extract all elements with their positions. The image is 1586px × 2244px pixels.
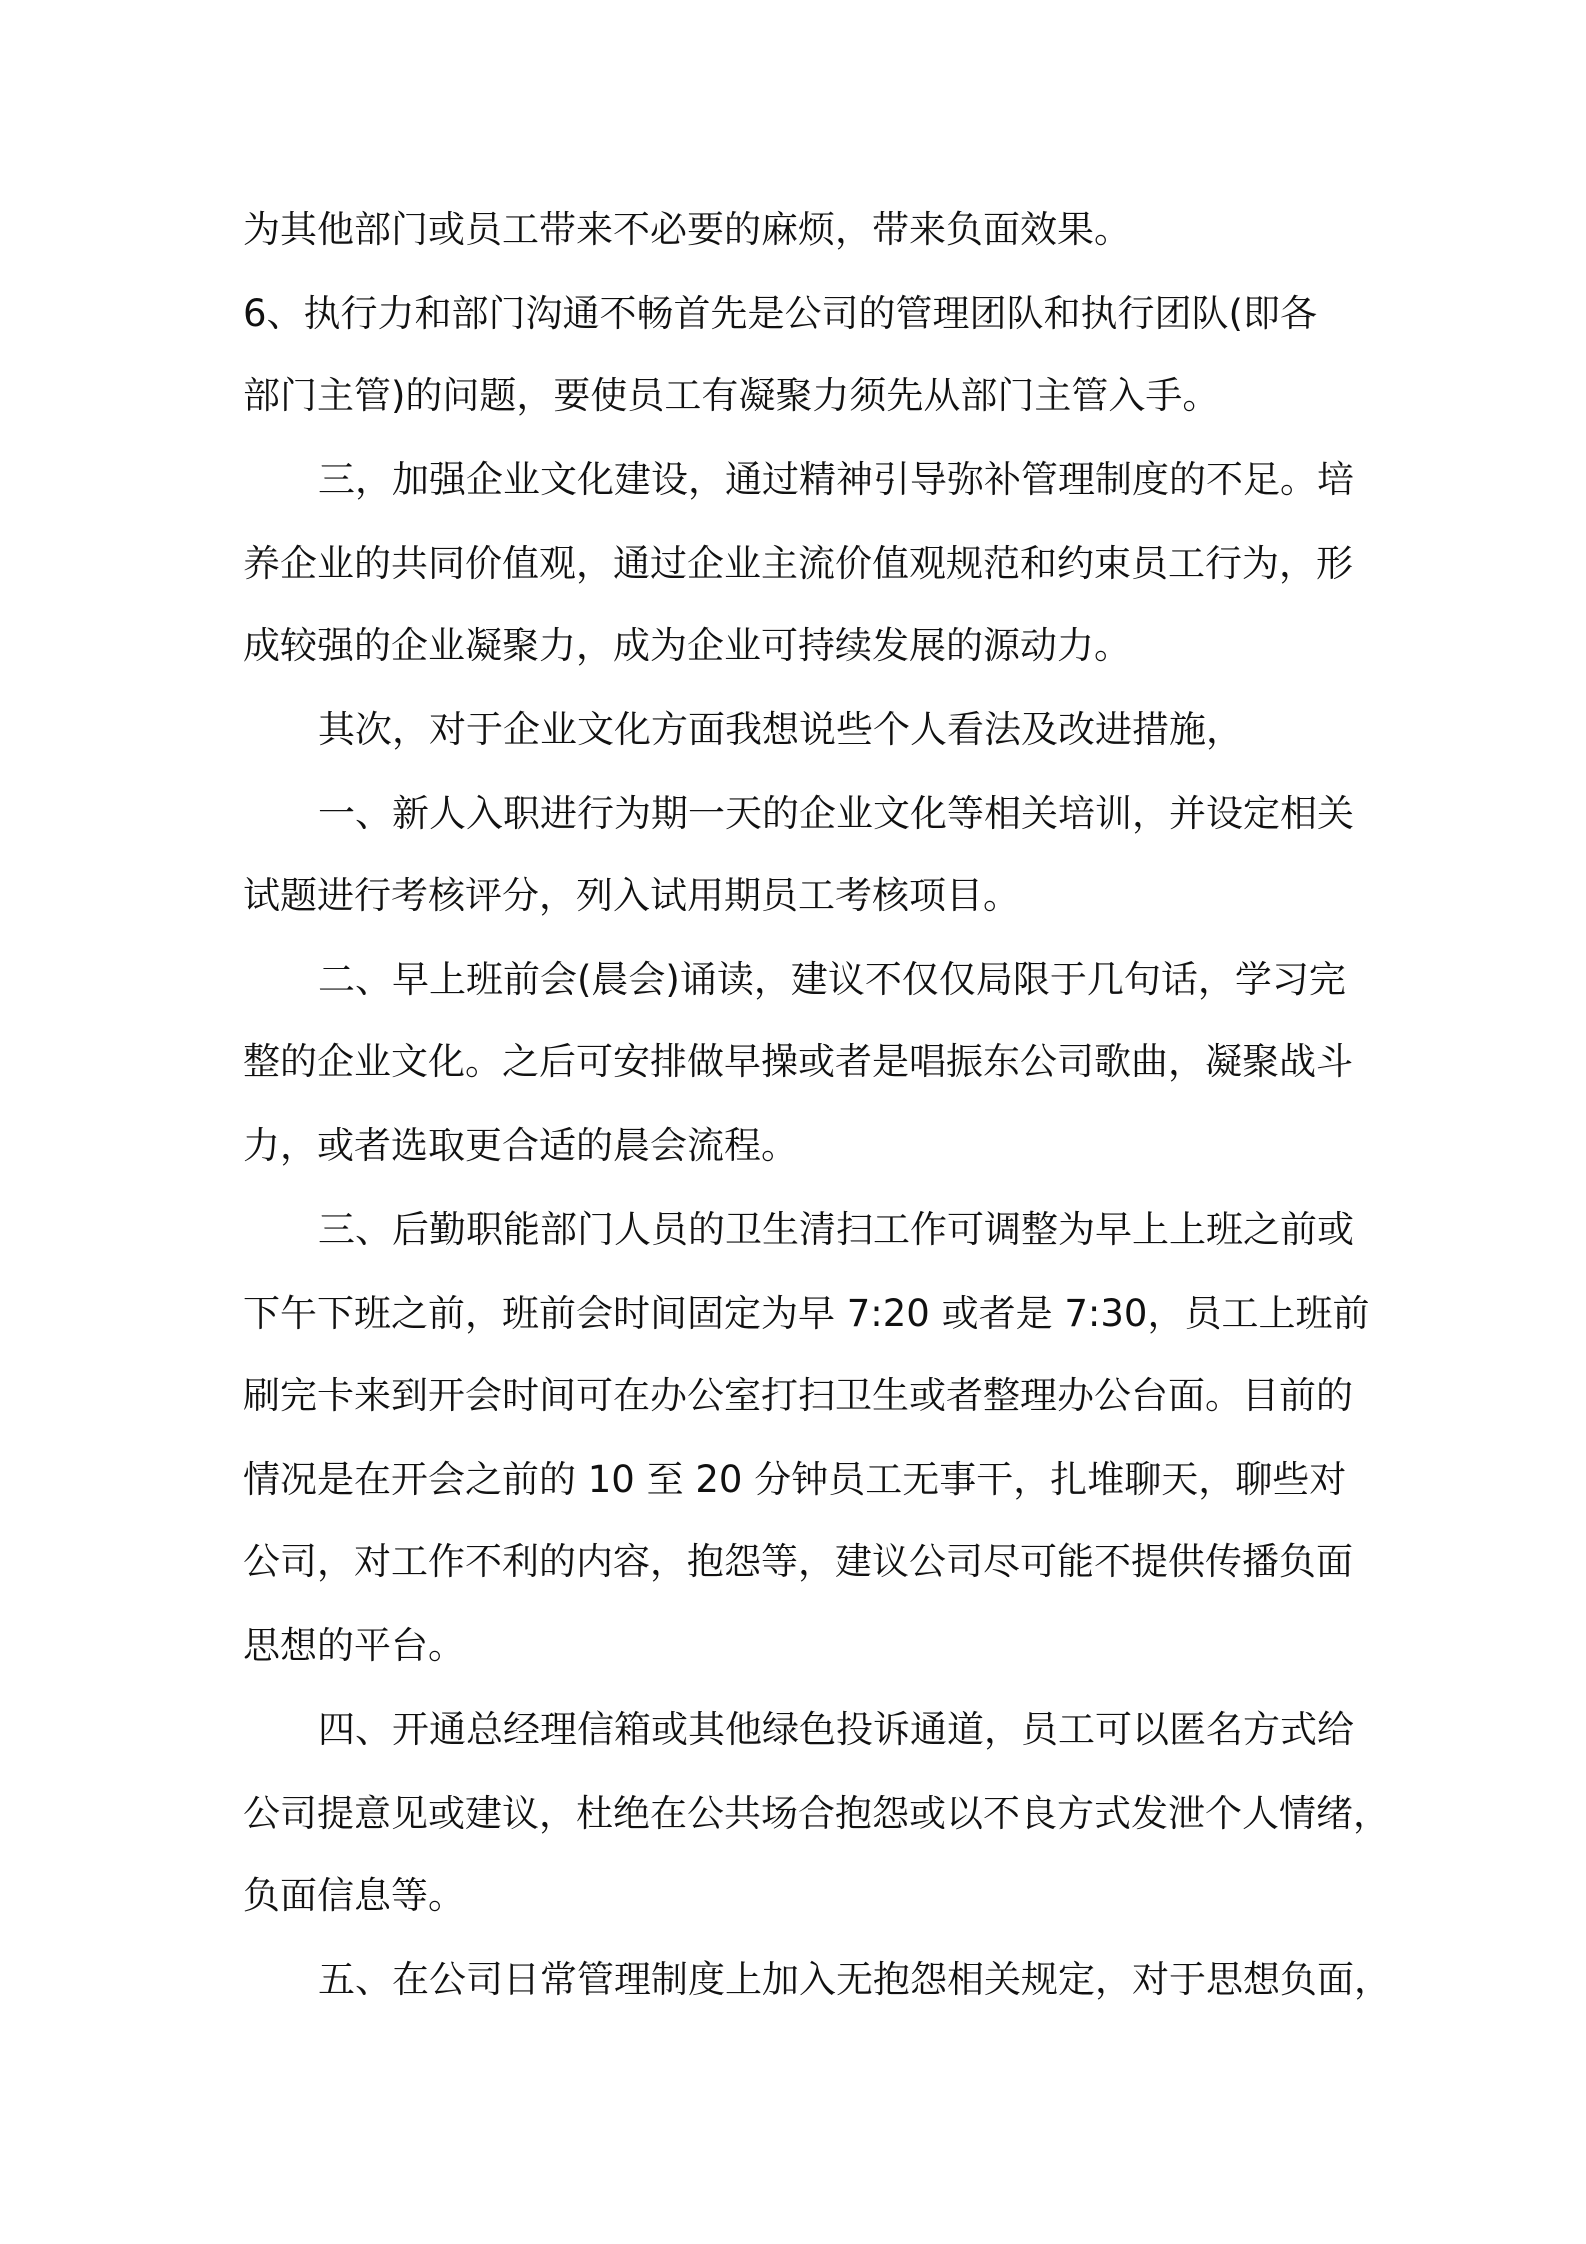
text-line: 其次，对于企业文化方面我想说些个人看法及改进措施， xyxy=(318,708,1243,751)
text-line: 部门主管)的问题，要使员工有凝聚力须先从部门主管入手。 xyxy=(243,374,1220,417)
text-line: 三，加强企业文化建设，通过精神引导弥补管理制度的不足。培 xyxy=(318,458,1354,501)
text-line: 二、早上班前会(晨会)诵读，建议不仅仅局限于几句话，学习完 xyxy=(318,958,1346,1001)
text-line: 三、后勤职能部门人员的卫生清扫工作可调整为早上上班之前或 xyxy=(318,1208,1354,1251)
text-line: 一、新人入职进行为期一天的企业文化等相关培训，并设定相关 xyxy=(318,792,1354,835)
text-line: 思想的平台。 xyxy=(243,1624,465,1667)
text-line: 养企业的共同价值观，通过企业主流价值观规范和约束员工行为，形 xyxy=(243,542,1353,585)
text-line: 公司，对工作不利的内容，抱怨等，建议公司尽可能不提供传播负面 xyxy=(243,1540,1353,1583)
text-line: 负面信息等。 xyxy=(243,1874,465,1917)
text-line: 6、执行力和部门沟通不畅首先是公司的管理团队和执行团队(即各 xyxy=(243,292,1317,335)
text-line: 力，或者选取更合适的晨会流程。 xyxy=(243,1124,798,1167)
text-line: 整的企业文化。之后可安排做早操或者是唱振东公司歌曲，凝聚战斗 xyxy=(243,1040,1353,1083)
text-line: 成较强的企业凝聚力，成为企业可持续发展的源动力。 xyxy=(243,624,1131,667)
text-line: 公司提意见或建议，杜绝在公共场合抱怨或以不良方式发泄个人情绪， xyxy=(243,1792,1390,1835)
text-line: 五、在公司日常管理制度上加入无抱怨相关规定，对于思想负面， xyxy=(318,1958,1391,2001)
text-line: 情况是在开会之前的 10 至 20 分钟员工无事干，扎堆聊天，聊些对 xyxy=(243,1458,1347,1501)
text-line: 试题进行考核评分，列入试用期员工考核项目。 xyxy=(243,874,1020,917)
text-line: 为其他部门或员工带来不必要的麻烦，带来负面效果。 xyxy=(243,208,1131,251)
text-line: 刷完卡来到开会时间可在办公室打扫卫生或者整理办公台面。目前的 xyxy=(243,1374,1353,1417)
text-line: 下午下班之前，班前会时间固定为早 7:20 或者是 7:30，员工上班前 xyxy=(243,1292,1370,1335)
text-line: 四、开通总经理信箱或其他绿色投诉通道，员工可以匿名方式给 xyxy=(318,1708,1354,1751)
